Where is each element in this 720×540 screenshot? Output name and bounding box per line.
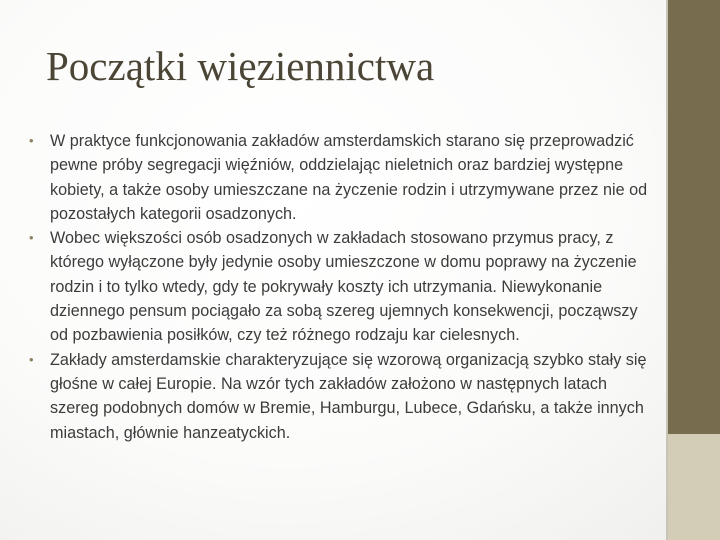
bullet-dot-icon: • (29, 133, 34, 148)
slide-title: Początki więziennictwa (46, 43, 435, 89)
bullet-dot-icon: • (29, 230, 34, 246)
bullet-text-1: W praktyce funkcjonowania zakładów amsterdamskich starano się przeprowadzić pewne próby segregacji więźniów, oddzielając nieletnich oraz bardziej występne kobiety, a także osoby umieszczane na życzenie rodzin i utrzymywane przez nie od pozostałych kategorii osadzonych. (50, 132, 648, 223)
bullet-text-2: Wobec większości osób osadzonych w zakładach stosowano przymus pracy, z którego wyłączone były jedynie osoby umieszczone w domu poprawy na życzenie rodzin i to tylko wtedy, gdy te pokrywały koszty ich utrzymania. Niewykonanie dziennego pensum pociągało za sobą szereg ujemnych konsekwencji, począwszy od pozbawienia posiłków, czy też różnego rodzaju kar cielesnych. (50, 229, 638, 345)
bullet-dot-icon: • (29, 351, 34, 367)
bullet-item-1 (28, 129, 652, 226)
slide-content (28, 129, 652, 445)
bullet-item-3 (28, 348, 652, 445)
bullet-text-3: Zakłady amsterdamskie charakteryzujące się wzorową organizacją szybko stały się głośne w całej Europie. Na wzór tych zakładów założono w następnych latach szereg podobnych domów w Bremie, Hamburgu, Lubece, Gdańsku, a także innych miastach, głównie hanzeatyckich. (50, 350, 647, 442)
bullet-list (28, 129, 652, 445)
bullet-item-2 (28, 226, 652, 347)
sidebar-accent-block (668, 434, 720, 540)
